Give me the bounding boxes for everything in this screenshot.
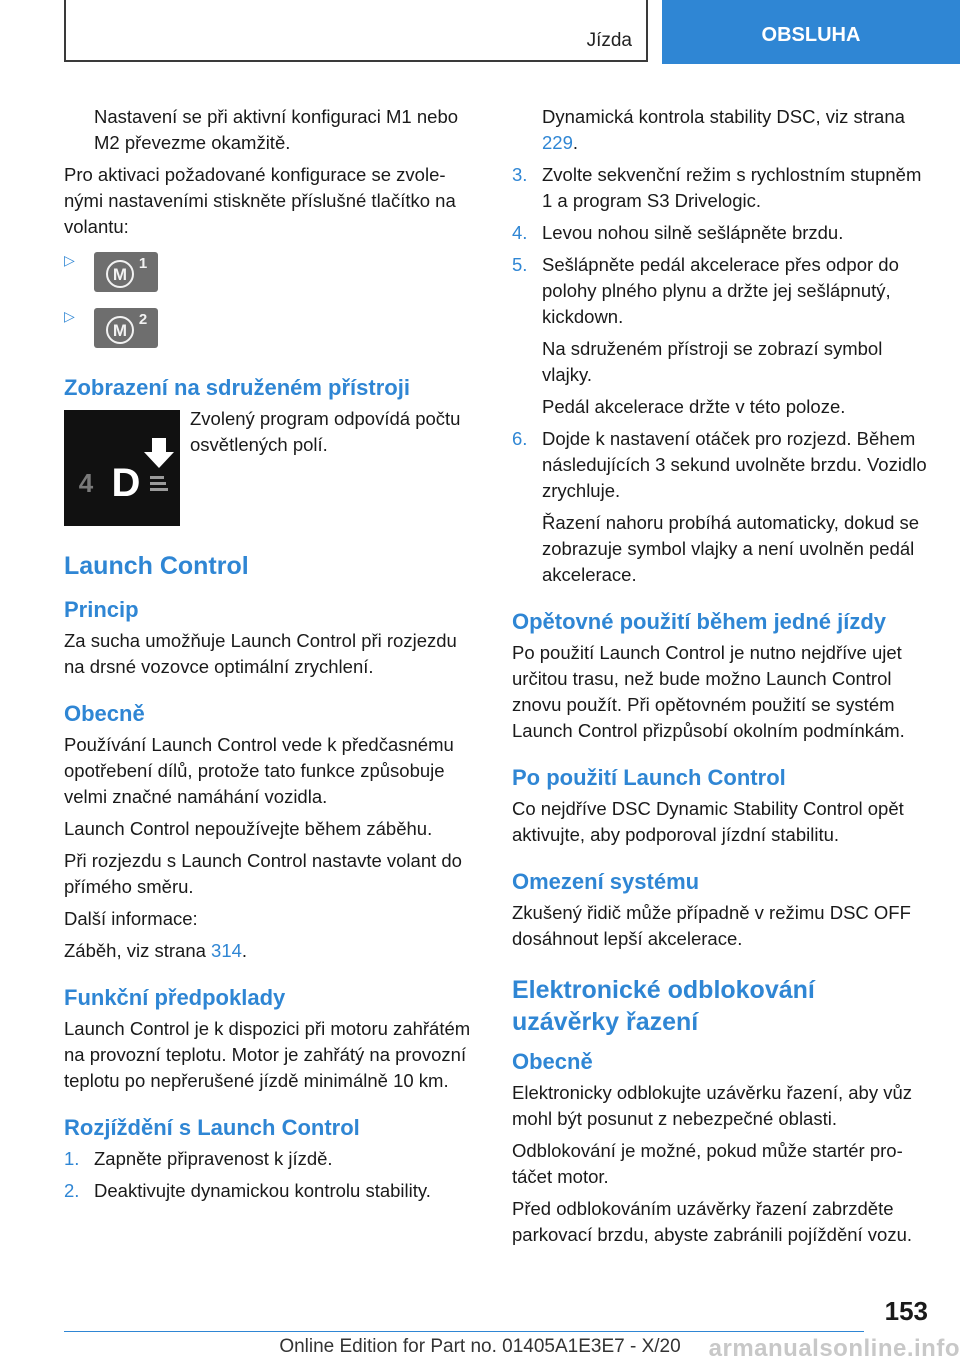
step-2-continuation	[512, 104, 928, 156]
gear-number: 4	[78, 468, 94, 498]
edition-note: Online Edition for Part no. 01405A1E3E7 - X/20	[279, 1336, 681, 1357]
step-text: Levou nohou silně sešlápněte brzdu.	[542, 222, 844, 243]
page-number: 153	[884, 1296, 928, 1326]
elektro-paragraph-2: Odblokování je možné, pokud může startér protáčet motor.	[512, 1140, 903, 1187]
watermark-text: armanualsonline.info	[708, 1335, 960, 1362]
intro-paragraph-2: Pro aktivaci požadované konfigurace se zvolenými nastaveními stiskněte příslušné tlačítko na volantu:	[64, 164, 456, 237]
po-pouziti-text: Co nejdříve DSC Dynamic Stability Control opět aktivujte, aby podporoval jízdní stabilitu.	[512, 798, 904, 845]
reference-suffix: .	[241, 940, 248, 961]
heading-obecne: Obecně	[64, 701, 145, 726]
heading-display: Zobrazení na sdruženém přístroji	[64, 375, 410, 400]
elektro-paragraph-3: Před odblokováním uzávěrky řazení zabrzděte parkovací brzdu, abyste zabránili pojíždění vozu.	[512, 1198, 913, 1245]
heading-princip: Princip	[64, 597, 139, 622]
m1-number: 1	[138, 255, 148, 272]
list-item	[64, 250, 476, 304]
m2-number: 2	[138, 311, 148, 328]
intro-paragraph-1: Nastavení se při aktivní konfiguraci M1 nebo M2 převezme okamžitě.	[94, 106, 459, 153]
step-number: 2.	[64, 1180, 80, 1201]
obecne-paragraph-5	[64, 938, 476, 964]
section-title: Jízda	[586, 30, 632, 51]
m2-letter: M	[112, 321, 128, 340]
right-column	[512, 104, 928, 1254]
continuation-text: Dynamická kontrola stability DSC, viz strana	[542, 106, 905, 127]
elektro-paragraph-1: Elektronicky odblokujte uzávěrku řazení, aby vůz mohl být posunut z nebezpečné oblasti.	[512, 1082, 913, 1129]
title-launch-control: Launch Control	[64, 552, 249, 580]
heading-predpoklady: Funkční předpoklady	[64, 985, 286, 1010]
display-text: Zvolený program odpovídá počtu osvětlených polí.	[190, 408, 461, 455]
step-number: 4.	[512, 222, 528, 243]
opetovne-text: Po použití Launch Control je nutno nejdříve ujet určitou trasu, než bude možno Launch Control znovu použít. Při opětovném použití se systém Launch Control přizpůsobí okolním podmínkám.	[512, 642, 905, 741]
heading-omezeni: Omezení systému	[512, 869, 700, 894]
display-figure-row	[64, 406, 476, 526]
heading-rozjizdeni: Rozjíždění s Launch Control	[64, 1115, 360, 1140]
predpoklady-text: Launch Control je k dispozici při motoru zahřátém na provozní teplotu. Motor je zahřátý na provozní teplotu po nepřerušené jízdě minimálně 10 km.	[64, 1018, 471, 1091]
list-item	[64, 1146, 476, 1172]
heading-obecne-2: Obecně	[512, 1049, 593, 1074]
step-number: 6.	[512, 428, 528, 449]
m2-button-icon	[94, 308, 158, 348]
gear-letter: D	[111, 461, 141, 505]
heading-opetovne: Opětovné použití během jedné jízdy	[512, 609, 887, 634]
step-text: Zvolte sekvenční režim s rychlostním stupněm 1 a program S3 Drivelogic.	[542, 164, 922, 211]
step-text: Dojde k nastavení otáček pro rozjezd. Během následujících 3 sekund uvolněte brzdu. Vozidlo zrychluje.	[542, 428, 927, 501]
list-item	[512, 252, 928, 330]
step-text: Zapněte připravenost k jízdě.	[94, 1148, 333, 1169]
step-text: Deaktivujte dynamickou kontrolu stability.	[94, 1180, 431, 1201]
reference-text: Záběh, viz strana	[64, 940, 212, 961]
princip-text: Za sucha umožňuje Launch Control při rozjezdu na drsné vozovce optimální zrychlení.	[64, 630, 457, 677]
heading-po-pouziti: Po použití Launch Control	[512, 765, 786, 790]
obecne-paragraph-2: Launch Control nepoužívejte během záběhu.	[64, 818, 433, 839]
m1-button-icon	[94, 252, 158, 292]
header-frame	[64, 0, 648, 62]
list-item	[512, 162, 928, 214]
list-item	[512, 426, 928, 504]
gear-display-image	[64, 410, 180, 526]
page-link-314[interactable]: 314	[211, 940, 242, 961]
obecne-paragraph-4: Další informace:	[64, 908, 198, 929]
chapter-tab[interactable]: OBSLUHA	[662, 0, 960, 64]
step-number: 1.	[64, 1148, 80, 1169]
footer-divider	[64, 1331, 864, 1332]
step-number: 3.	[512, 164, 528, 185]
list-item	[64, 306, 476, 360]
omezeni-text: Zkušený řidič může případně v režimu DSC OFF dosáhnout lepší akcelerace.	[512, 902, 911, 949]
step-5-note-2: Pedál akcelerace držte v této poloze.	[542, 396, 846, 417]
list-item	[512, 220, 928, 246]
list-item	[64, 1178, 476, 1204]
step-5-note-1: Na sdruženém přístroji se zobrazí symbol vlajky.	[542, 338, 883, 385]
step-number: 5.	[512, 254, 528, 275]
step-6-note: Řazení nahoru probíhá automaticky, dokud se zobrazuje symbol vlajky a není uvolněn pedál akcelerace.	[542, 512, 920, 585]
obecne-paragraph-1: Používání Launch Control vede k předčasnému opotřebení dílů, protože tato funkce způsobuje velmi značné namáhání vozidla.	[64, 734, 454, 807]
obecne-paragraph-3: Při rozjezdu s Launch Control nastavte volant do přímého směru.	[64, 850, 462, 897]
title-elektronicke-odblokovani: Elektronické odblokování uzávěrky řazení	[512, 976, 815, 1036]
page-link-229[interactable]: 229	[542, 132, 573, 153]
step-text: Sešlápněte pedál akcelerace přes odpor do polohy plného plynu a držte jej sešlápnutý, kickdown.	[542, 254, 899, 327]
triangle-bullet-icon: ▷	[64, 308, 75, 324]
continuation-suffix: .	[572, 132, 579, 153]
triangle-bullet-icon: ▷	[64, 252, 75, 268]
left-column	[64, 104, 476, 1210]
m1-letter: M	[112, 265, 128, 284]
